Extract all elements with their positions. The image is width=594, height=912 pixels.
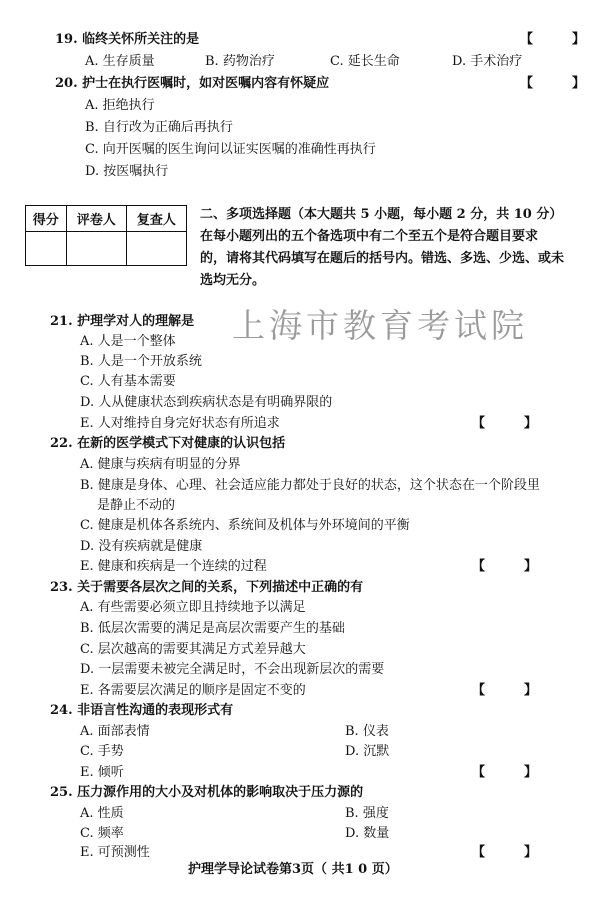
q19-stem: 19. 临终关怀所关注的是: [55, 32, 200, 47]
q20-answer-bracket: 【 】: [520, 76, 586, 91]
score-header: 得分: [26, 206, 67, 232]
q21-option-a: A. 人是一个整体: [80, 334, 176, 349]
q23-option-c: C. 层次越高的需要其满足方式差异越大: [80, 642, 306, 657]
q20-option-c: C. 向开医嘱的医生询问以证实医嘱的准确性再执行: [85, 142, 376, 157]
q23-option-e: E. 各需要层次满足的顺序是固定不变的: [80, 683, 306, 698]
watermark-text: 上海市教育考试院: [232, 306, 528, 345]
q24-option-d: D. 沉默: [345, 744, 390, 759]
q21-stem: 21. 护理学对人的理解是: [50, 314, 195, 329]
q22-option-c: C. 健康是机体各系统内、系统间及机体与外环境间的平衡: [80, 518, 410, 533]
q23-option-a: A. 有些需要必须立即且持续地予以满足: [80, 600, 306, 615]
q22-option-d: D. 没有疾病就是健康: [80, 539, 203, 554]
q24-option-e: E. 倾听: [80, 765, 124, 780]
score-cell: [26, 232, 67, 266]
q19-answer-bracket: 【 】: [520, 32, 586, 47]
section2-title: 二、多项选择题（本大题共 5 小题，每小题 2 分，共 10 分）: [200, 207, 563, 222]
q19-option-b: B. 药物治疗: [205, 54, 275, 69]
q20-option-d: D. 按医嘱执行: [85, 164, 169, 179]
q19-option-a: A. 生存质量: [85, 54, 155, 69]
reviewer-cell: [126, 232, 186, 266]
section2-instruction-line1: 在每小题列出的五个备选项中有二个至五个是符合题目要求: [200, 229, 539, 244]
grader-cell: [66, 232, 126, 266]
q25-option-e: E. 可预测性: [80, 845, 150, 860]
q23-option-d: D. 一层需要未被完全满足时，不会出现新层次的需要: [80, 662, 385, 677]
q24-stem: 24. 非语言性沟通的表现形式有: [50, 703, 234, 718]
q20-option-b: B. 自行改为正确后再执行: [85, 120, 233, 135]
q19-option-d: D. 手术治疗: [452, 54, 523, 69]
q22-option-a: A. 健康与疾病有明显的分界: [80, 457, 241, 472]
q22-stem: 22. 在新的医学模式下对健康的认识包括: [50, 436, 286, 451]
page-footer: 护理学导论试卷第3页（ 共1 0 页）: [188, 862, 398, 877]
q25-option-a: A. 性质: [80, 806, 124, 821]
q24-answer-bracket: 【 】: [472, 765, 538, 780]
q25-option-c: C. 频率: [80, 826, 124, 841]
q22-option-b: B. 健康是身体、心理、社会适应能力都处于良好的状态，这个状态在一个阶段里: [80, 478, 540, 493]
reviewer-header: 复查人: [126, 206, 186, 232]
q23-option-b: B. 低层次需要的满足是高层次需要产生的基础: [80, 621, 345, 636]
q22-option-e: E. 健康和疾病是一个连续的过程: [80, 559, 267, 574]
section2-instruction-line2: 的，请将其代码填写在题后的括号内。错选、多选、少选、或未: [200, 251, 565, 266]
q25-stem: 25. 压力源作用的大小及对机体的影响取决于压力源的: [50, 785, 364, 800]
q21-answer-bracket: 【 】: [472, 416, 538, 431]
q21-option-e: E. 人对维持自身完好状态有所追求: [80, 416, 280, 431]
q25-answer-bracket: 【 】: [472, 845, 538, 860]
score-table: [25, 205, 187, 266]
grader-header: 评卷人: [66, 206, 126, 232]
q25-option-d: D. 数量: [345, 826, 390, 841]
q21-option-c: C. 人有基本需要: [80, 374, 176, 389]
q23-stem: 23. 关于需要各层次之间的关系，下列描述中正确的有: [50, 580, 364, 595]
section2-instruction-line3: 选均无分。: [200, 273, 266, 288]
q22-option-b-continued: 是静止不动的: [97, 498, 176, 513]
q24-option-a: A. 面部表情: [80, 724, 150, 739]
q20-stem: 20. 护士在执行医嘱时，如对医嘱内容有怀疑应: [55, 76, 330, 91]
q23-answer-bracket: 【 】: [472, 683, 538, 698]
q21-option-d: D. 人从健康状态到疾病状态是有明确界限的: [80, 395, 333, 410]
q21-option-b: B. 人是一个开放系统: [80, 354, 202, 369]
q20-option-a: A. 拒绝执行: [85, 98, 155, 113]
q24-option-c: C. 手势: [80, 744, 124, 759]
q25-option-b: B. 强度: [345, 806, 389, 821]
q24-option-b: B. 仪表: [345, 724, 389, 739]
q19-option-c: C. 延长生命: [330, 54, 400, 69]
q22-answer-bracket: 【 】: [472, 559, 538, 574]
